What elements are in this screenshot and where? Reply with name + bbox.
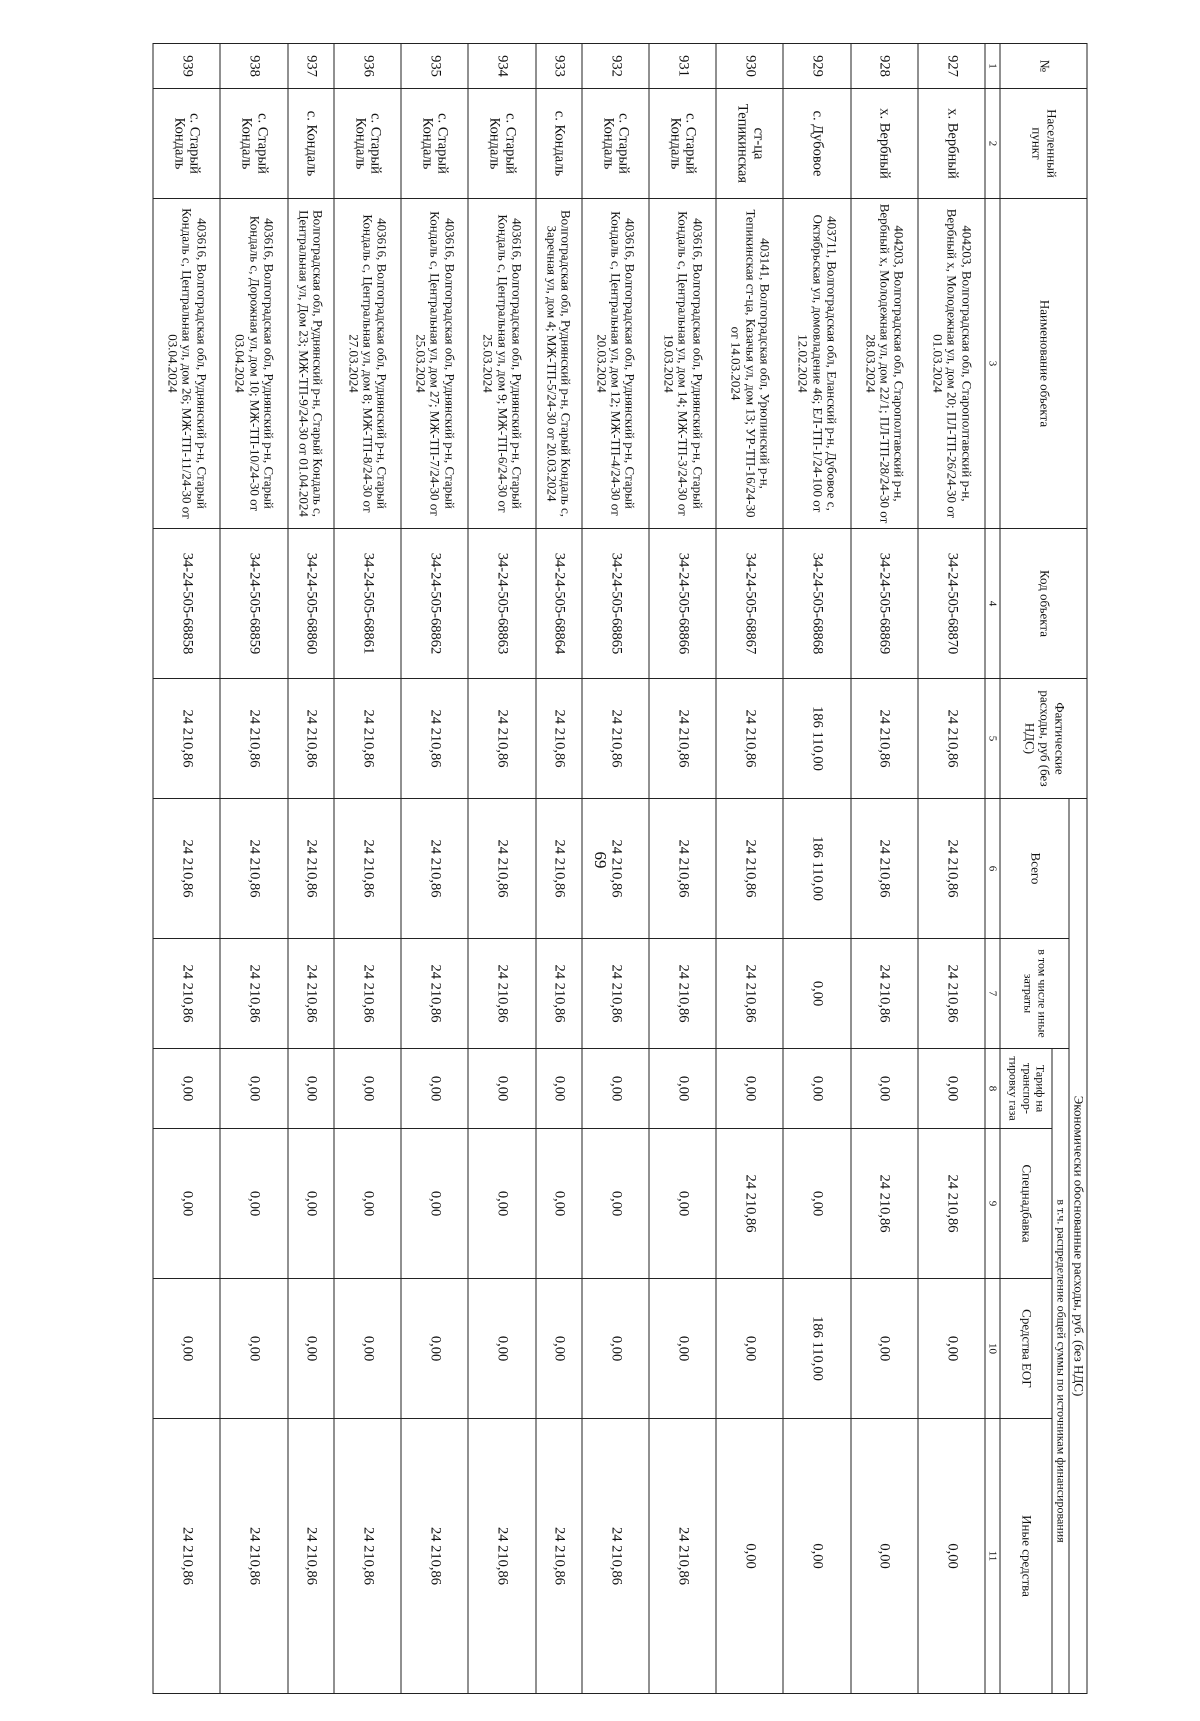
cell-tariff: 0,00 [582, 1049, 649, 1129]
cell-total: 24 210,86 [334, 799, 401, 939]
cell-other-costs: 24 210,86 [918, 939, 985, 1049]
cell-no: 939 [153, 44, 220, 89]
cell-tariff: 0,00 [918, 1049, 985, 1129]
table-row [468, 44, 535, 1694]
cell-eog-funds: 0,00 [582, 1279, 649, 1419]
cell-total: 24 210,86 [401, 799, 468, 939]
cell-no: 937 [288, 44, 334, 89]
cell-eog-funds: 0,00 [851, 1279, 918, 1419]
cell-total: 24 210,86 [153, 799, 220, 939]
cell-no: 929 [784, 44, 851, 89]
header-eog-funds: Средства ЕОГ [1000, 1279, 1052, 1419]
column-number: 5 [985, 679, 1000, 799]
cell-object-name: 404203, Волгоградская обл, Старополтавский р-н, Вербный х, Молодежная ул, дом 20; ПЛ-ТП-26/24-30 от 01.03.2024 [918, 199, 985, 529]
rotated-table-sheet [153, 43, 1088, 1693]
cell-eog-funds: 0,00 [220, 1279, 287, 1419]
cell-total: 24 210,86 [288, 799, 334, 939]
cell-other-costs: 24 210,86 [153, 939, 220, 1049]
cell-other-funds: 0,00 [784, 1419, 851, 1694]
cell-object-name: Волгоградская обл, Руднянский р-н, Старый Кондаль с, Заречная ул, дом 4; МЖ-ТП-5/24-30 от 20.03.2024 [536, 199, 582, 529]
column-number: 7 [985, 939, 1000, 1049]
cell-other-funds: 24 210,86 [536, 1419, 582, 1694]
cell-actual-costs: 24 210,86 [334, 679, 401, 799]
cell-object-name: 403616, Волгоградская обл, Руднянский р-н, Старый Кондаль с, Центральная ул, дом 9; МЖ-ТП-6/24-30 от 25.03.2024 [468, 199, 535, 529]
cell-object-code: 34-24-505-68866 [649, 529, 716, 679]
cell-other-funds: 24 210,86 [153, 1419, 220, 1694]
header-no: № [1000, 44, 1087, 89]
cell-tariff: 0,00 [716, 1049, 783, 1129]
cell-locality: с. Старый Кондаль [153, 89, 220, 199]
cell-special-markup: 0,00 [536, 1129, 582, 1279]
cell-actual-costs: 24 210,86 [220, 679, 287, 799]
cell-total: 24 210,86 [582, 799, 649, 939]
cell-eog-funds: 0,00 [468, 1279, 535, 1419]
cell-actual-costs: 24 210,86 [716, 679, 783, 799]
table-row [851, 44, 918, 1694]
cell-total: 186 110,00 [784, 799, 851, 939]
cell-special-markup: 0,00 [784, 1129, 851, 1279]
table-row [918, 44, 985, 1694]
table-row [401, 44, 468, 1694]
column-number: 9 [985, 1129, 1000, 1279]
column-number: 4 [985, 529, 1000, 679]
table-row [649, 44, 716, 1694]
cell-actual-costs: 24 210,86 [468, 679, 535, 799]
cell-total: 24 210,86 [918, 799, 985, 939]
cell-no: 934 [468, 44, 535, 89]
cell-locality: с. Кондаль [288, 89, 334, 199]
cell-tariff: 0,00 [851, 1049, 918, 1129]
cell-no: 927 [918, 44, 985, 89]
cell-other-funds: 0,00 [716, 1419, 783, 1694]
cell-other-costs: 24 210,86 [334, 939, 401, 1049]
cell-actual-costs: 24 210,86 [536, 679, 582, 799]
cell-object-code: 34-24-505-68869 [851, 529, 918, 679]
cell-tariff: 0,00 [536, 1049, 582, 1129]
column-number: 8 [985, 1049, 1000, 1129]
cell-object-name: 403616, Волгоградская обл, Руднянский р-н, Старый Кондаль с, Центральная ул, дом 12; МЖ-ТП-4/24-30 от 20.03.2024 [582, 199, 649, 529]
cell-other-costs: 24 210,86 [288, 939, 334, 1049]
cell-locality: с. Дубовое [784, 89, 851, 199]
cell-other-costs: 24 210,86 [536, 939, 582, 1049]
cell-special-markup: 24 210,86 [851, 1129, 918, 1279]
header-tariff: Тариф на транспор-тировку газа [1000, 1049, 1052, 1129]
cell-other-funds: 24 210,86 [401, 1419, 468, 1694]
cell-no: 938 [220, 44, 287, 89]
cell-no: 936 [334, 44, 401, 89]
column-number-row [985, 44, 1000, 1694]
cell-total: 24 210,86 [468, 799, 535, 939]
page-number: 69 [591, 851, 610, 869]
cell-object-code: 34-24-505-68870 [918, 529, 985, 679]
table-row [334, 44, 401, 1694]
cell-special-markup: 24 210,86 [918, 1129, 985, 1279]
cell-tariff: 0,00 [334, 1049, 401, 1129]
cell-tariff: 0,00 [784, 1049, 851, 1129]
cell-object-code: 34-24-505-68858 [153, 529, 220, 679]
cell-object-name: 403711, Волгоградская обл, Еланский р-н, Дубовое с, Октябрьская ул, домовладение 46; ЕЛ-ТП-1/24-100 от 12.02.2024 [784, 199, 851, 529]
cell-locality: с. Старый Кондаль [468, 89, 535, 199]
cell-object-name: 403616, Волгоградская обл, Руднянский р-н, Старый Кондаль с, Центральная ул, дом 8; МЖ-ТП-8/24-30 от 27.03.2024 [334, 199, 401, 529]
cell-locality: с. Старый Кондаль [649, 89, 716, 199]
cell-eog-funds: 0,00 [288, 1279, 334, 1419]
cell-actual-costs: 24 210,86 [649, 679, 716, 799]
cell-locality: с. Старый Кондаль [401, 89, 468, 199]
cell-object-code: 34-24-505-68860 [288, 529, 334, 679]
cell-actual-costs: 24 210,86 [153, 679, 220, 799]
table-row [220, 44, 287, 1694]
table-row [153, 44, 220, 1694]
cell-object-name: 403616, Волгоградская обл, Руднянский р-н, Старый Кондаль с, Центральная ул, дом 14; МЖ-ТП-3/24-30 от 19.03.2024 [649, 199, 716, 529]
cell-other-funds: 24 210,86 [334, 1419, 401, 1694]
cell-eog-funds: 0,00 [536, 1279, 582, 1419]
cell-object-code: 34-24-505-68865 [582, 529, 649, 679]
cell-tariff: 0,00 [468, 1049, 535, 1129]
cell-tariff: 0,00 [288, 1049, 334, 1129]
cell-actual-costs: 24 210,86 [851, 679, 918, 799]
cell-special-markup: 0,00 [468, 1129, 535, 1279]
cell-locality: с. Старый Кондаль [334, 89, 401, 199]
cell-special-markup: 0,00 [153, 1129, 220, 1279]
cell-eog-funds: 186 110,00 [784, 1279, 851, 1419]
column-number: 3 [985, 199, 1000, 529]
cost-register-table [153, 43, 1088, 1694]
cell-other-funds: 24 210,86 [468, 1419, 535, 1694]
cell-object-code: 34-24-505-68862 [401, 529, 468, 679]
cell-eog-funds: 0,00 [401, 1279, 468, 1419]
column-number: 10 [985, 1279, 1000, 1419]
cell-other-funds: 24 210,86 [288, 1419, 334, 1694]
cell-locality: с. Кондаль [536, 89, 582, 199]
table-row [716, 44, 783, 1694]
cell-locality: ст-ца Тепикинская [716, 89, 783, 199]
cell-object-name: Волгоградская обл, Руднянский р-н, Старый Кондаль с, Центральная ул, Дом 23; МЖ-ТП-9/24-30 от 01.04.2024 [288, 199, 334, 529]
cell-other-costs: 24 210,86 [716, 939, 783, 1049]
cell-object-code: 34-24-505-68861 [334, 529, 401, 679]
cell-object-name: 403616, Волгоградская обл, Руднянский р-н, Старый Кондаль с, Центральная ул, дом 27; МЖ-ТП-7/24-30 от 25.03.2024 [401, 199, 468, 529]
header-economic-group: Экономически обоснованные расходы, руб. (без НДС) [1069, 799, 1087, 1694]
cell-other-funds: 24 210,86 [649, 1419, 716, 1694]
cell-eog-funds: 0,00 [716, 1279, 783, 1419]
cell-no: 932 [582, 44, 649, 89]
cell-locality: х. Вербный [851, 89, 918, 199]
cell-special-markup: 0,00 [220, 1129, 287, 1279]
cell-other-funds: 0,00 [918, 1419, 985, 1694]
cell-object-name: 404203, Волгоградская обл, Старополтавский р-н, Вербный х, Молодежная ул, дом 22/1; ПЛ-ТП-28/24-30 от 28.03.2024 [851, 199, 918, 529]
cell-other-costs: 24 210,86 [468, 939, 535, 1049]
cell-other-costs: 0,00 [784, 939, 851, 1049]
table-row [582, 44, 649, 1694]
cell-other-funds: 24 210,86 [220, 1419, 287, 1694]
cell-no: 933 [536, 44, 582, 89]
cell-actual-costs: 24 210,86 [582, 679, 649, 799]
cell-special-markup: 0,00 [401, 1129, 468, 1279]
header-distribution: в т.ч. распределение общей суммы по источникам финансирования [1052, 1049, 1069, 1694]
cell-no: 931 [649, 44, 716, 89]
cell-no: 928 [851, 44, 918, 89]
header-object-code: Код объекта [1000, 529, 1087, 679]
column-number: 11 [985, 1419, 1000, 1694]
header-other-costs: в том числе иные затраты [1000, 939, 1069, 1049]
header-actual-costs: Фактические расходы, руб (без НДС) [1000, 679, 1087, 799]
cell-locality: с. Старый Кондаль [582, 89, 649, 199]
cell-other-funds: 24 210,86 [582, 1419, 649, 1694]
cell-object-name: 403616, Волгоградская обл, Руднянский р-н, Старый Кондаль с, Центральная ул, дом 26; МЖ-ТП-11/24-30 от 03.04.2024 [153, 199, 220, 529]
table-row [784, 44, 851, 1694]
cell-actual-costs: 24 210,86 [288, 679, 334, 799]
cell-total: 24 210,86 [649, 799, 716, 939]
cell-special-markup: 0,00 [582, 1129, 649, 1279]
header-special-markup: Спецнадбавка [1000, 1129, 1052, 1279]
cell-special-markup: 24 210,86 [716, 1129, 783, 1279]
cell-eog-funds: 0,00 [334, 1279, 401, 1419]
table-row [288, 44, 334, 1694]
cell-other-costs: 24 210,86 [851, 939, 918, 1049]
cell-object-code: 34-24-505-68859 [220, 529, 287, 679]
column-number: 2 [985, 89, 1000, 199]
cell-other-costs: 24 210,86 [582, 939, 649, 1049]
cell-total: 24 210,86 [220, 799, 287, 939]
cell-no: 935 [401, 44, 468, 89]
cell-tariff: 0,00 [649, 1049, 716, 1129]
cell-object-code: 34-24-505-68867 [716, 529, 783, 679]
cell-tariff: 0,00 [153, 1049, 220, 1129]
cell-other-costs: 24 210,86 [220, 939, 287, 1049]
cell-other-funds: 0,00 [851, 1419, 918, 1694]
cell-object-name: 403141, Волгоградская обл, Урюпинский р-н, Тепикинская ст-ца, Казачья ул, дом 13; УР-ТП-16/24-30 от 14.03.2024 [716, 199, 783, 529]
cell-eog-funds: 0,00 [649, 1279, 716, 1419]
header-total: Всего [1000, 799, 1069, 939]
table-row [536, 44, 582, 1694]
cell-special-markup: 0,00 [334, 1129, 401, 1279]
cell-no: 930 [716, 44, 783, 89]
cell-tariff: 0,00 [220, 1049, 287, 1129]
cell-total: 24 210,86 [536, 799, 582, 939]
cell-locality: с. Старый Кондаль [220, 89, 287, 199]
header-object-name: Наименование объекта [1000, 199, 1087, 529]
cell-other-costs: 24 210,86 [401, 939, 468, 1049]
cell-actual-costs: 186 110,00 [784, 679, 851, 799]
cell-object-code: 34-24-505-68868 [784, 529, 851, 679]
cell-actual-costs: 24 210,86 [918, 679, 985, 799]
header-locality: Населенный пункт [1000, 89, 1087, 199]
cell-eog-funds: 0,00 [918, 1279, 985, 1419]
cell-object-name: 403616, Волгоградская обл, Руднянский р-н, Старый Кондаль с, Дорожная ул, дом 10; МЖ-ТП-10/24-30 от 03.04.2024 [220, 199, 287, 529]
column-number: 1 [985, 44, 1000, 89]
cell-special-markup: 0,00 [288, 1129, 334, 1279]
cell-locality: х. Вербный [918, 89, 985, 199]
header-other-funds: Иные средства [1000, 1419, 1052, 1694]
table-body [153, 44, 985, 1694]
cell-tariff: 0,00 [401, 1049, 468, 1129]
cell-eog-funds: 0,00 [153, 1279, 220, 1419]
cell-actual-costs: 24 210,86 [401, 679, 468, 799]
cell-total: 24 210,86 [851, 799, 918, 939]
cell-object-code: 34-24-505-68864 [536, 529, 582, 679]
column-number: 6 [985, 799, 1000, 939]
cell-object-code: 34-24-505-68863 [468, 529, 535, 679]
cell-other-costs: 24 210,86 [649, 939, 716, 1049]
cell-special-markup: 0,00 [649, 1129, 716, 1279]
cell-total: 24 210,86 [716, 799, 783, 939]
